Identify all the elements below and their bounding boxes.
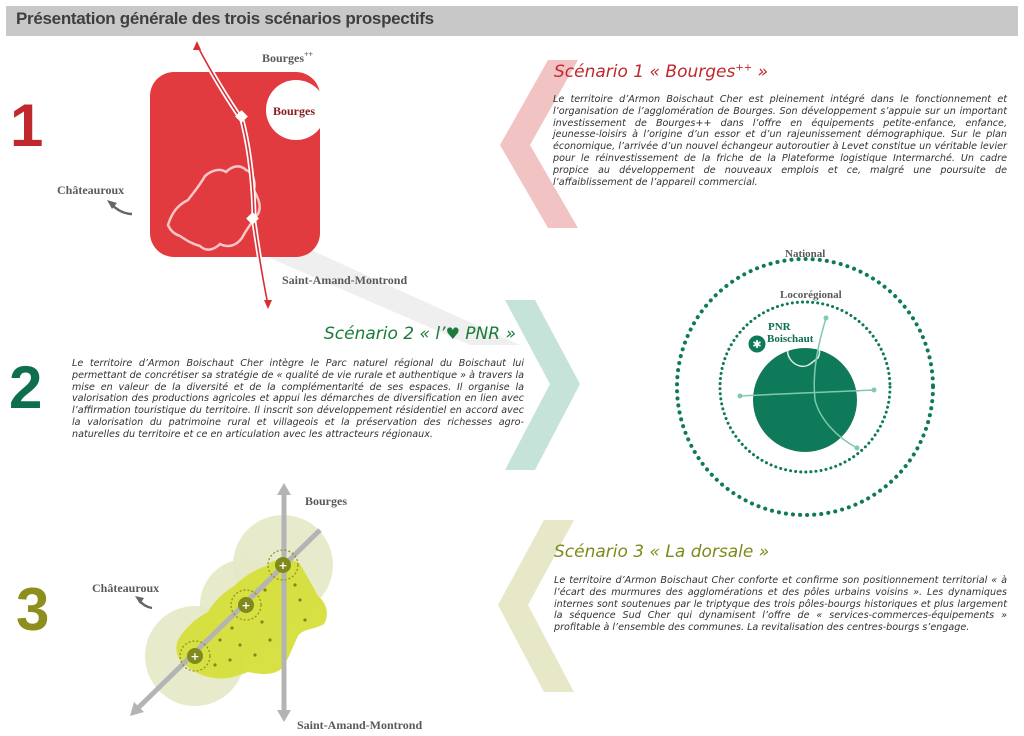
- scenario2-number: 2: [9, 354, 43, 421]
- plus-icon: +: [278, 559, 288, 572]
- plus-icon: +: [190, 650, 200, 663]
- map1-label-bourges-circle: Bourges: [273, 104, 315, 118]
- axis-node: [738, 394, 743, 399]
- scenario1-number: 1: [10, 92, 44, 159]
- heart-icon: ♥: [445, 324, 460, 343]
- arrow-up-icon: [277, 483, 291, 495]
- axis-node: [872, 388, 877, 393]
- scenario3-map: [130, 483, 333, 722]
- pnr-disc: [753, 348, 857, 452]
- plus-icon: +: [241, 599, 251, 612]
- page-title: Présentation générale des trois scénarios prospectifs: [16, 9, 434, 28]
- scenario3-text: Le territoire d’Armon Boischaut Cher conforte et confirme son positionnement territorial « à l’écart des murmures des agglomérations et des pôles urbains voisins ». Les dynamiques internes sont soutenues par le triptyque des trois pôles-bourgs historiques et plus largement la séquence Sud Cher qui dynamisent l’offre de « services-commerces-équipements » profitable à l’ensemble des communes. La revitalisation des centres-bourgs s’engage.: [554, 575, 1007, 634]
- map2-label-boischaut: Boischaut: [767, 333, 814, 345]
- map3-label-saint-amand: Saint-Amand-Montrond: [297, 718, 423, 732]
- scenario3-title: Scénario 3 « La dorsale »: [554, 542, 770, 562]
- map2-label-locoregional: Locorégional: [780, 289, 842, 301]
- map1-label-saint-amand: Saint-Amand-Montrond: [282, 273, 408, 287]
- map3-label-chateauroux: Châteauroux: [92, 581, 160, 595]
- map1-label-bourges-top: Bourges++: [262, 50, 314, 65]
- axis-node: [855, 446, 860, 451]
- arrow-down-icon: [277, 710, 291, 722]
- scenario3-number: 3: [16, 576, 50, 643]
- flower-icon: ✱: [752, 338, 762, 351]
- arrow-down-icon: [264, 300, 272, 309]
- scenario1-map: [107, 41, 326, 309]
- map2-label-pnr: PNR: [768, 321, 791, 333]
- scenario1-title: Scénario 1 « Bourges++ »: [554, 62, 769, 82]
- axis-node: [824, 316, 829, 321]
- scenario2-title: Scénario 2 « l’♥ PNR »: [324, 324, 516, 344]
- map1-label-chateauroux: Châteauroux: [57, 183, 125, 197]
- scenario2-text: Le territoire d’Armon Boischaut Cher intègre le Parc naturel régional du Boischaut lui permettant de concrétiser sa stratégie de « qualité de vie rurale et authentique » à travers la mise en valeur de la diversité et de la complémentarité de ses espaces. Il organise la valorisation des productions agricoles et appui les démarches de diversification en lien avec l’affirmation touristique du territoire. Il inscrit son développement résidentiel en accord avec la valorisation du patrimoine rural et villageois et la préservation des richesses agro-naturelles du territoire et ce en articulation avec les attracteurs régionaux.: [72, 358, 524, 440]
- scenario1-text: Le territoire d’Armon Boischaut Cher est pleinement intégré dans le fonctionnement et l’organisation de l’agglomération de Bourges. Son développement s’appuie sur un important investissement de Bourges++ dans l’offre en équipements petite-enfance, enfance, jeunesse-loisirs à l’origine d’un essor et d’un rajeunissement démographique. Sur le plan économique, l’arrivée d’un nouvel échangeur autoroutier à Levet constitue un véritable levier pour le réinvestissement de la friche de la Plateforme logistique Intermarché. Un cadre propice au développement de nouveaux emplois et ce, malgré une poursuite de l’affaiblissement de l’appareil commercial.: [553, 94, 1007, 188]
- map3-label-bourges: Bourges: [305, 494, 347, 508]
- map2-label-national: National: [785, 248, 826, 260]
